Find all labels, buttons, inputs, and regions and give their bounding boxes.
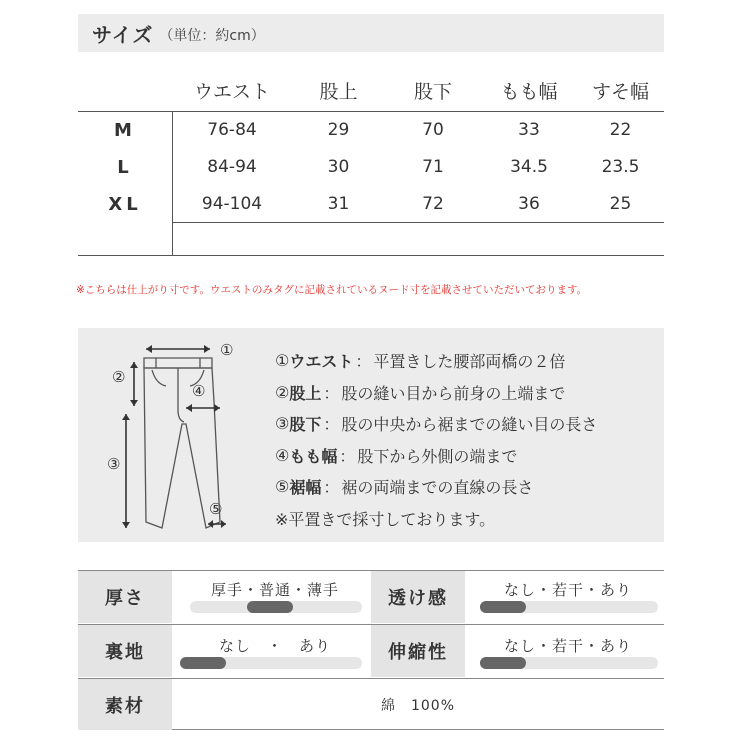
pants-diagram bbox=[104, 332, 254, 538]
measurement-number: ① bbox=[275, 351, 290, 371]
prop-label-material: 素材 bbox=[78, 679, 172, 730]
table-divider bbox=[172, 111, 173, 255]
measurement-separator: ： bbox=[323, 478, 340, 498]
prop-label-sheer: 透け感 bbox=[371, 571, 465, 623]
stretch-bar bbox=[480, 657, 658, 669]
diagram-marker-rise: ② bbox=[112, 368, 126, 386]
table-cell bbox=[577, 223, 664, 255]
measurement-separator: ： bbox=[323, 383, 340, 403]
diagram-marker-thigh: ④ bbox=[192, 382, 206, 400]
header-cell bbox=[78, 70, 172, 110]
measurement-separator: ： bbox=[355, 352, 372, 372]
measurement-desc: 股下から外側の端まで bbox=[357, 446, 518, 466]
size-header bbox=[78, 14, 664, 52]
table-cell bbox=[292, 223, 385, 255]
diagram-marker-inseam: ③ bbox=[107, 455, 121, 473]
table-row bbox=[78, 112, 664, 148]
size-unit: （単位：約cm） bbox=[159, 27, 265, 44]
header-cell-thigh: もも幅 bbox=[500, 80, 558, 103]
list-item bbox=[275, 345, 597, 377]
measurement-number: ④ bbox=[275, 445, 290, 465]
stretch-bar-fill bbox=[480, 657, 526, 669]
measurement-name: 裾幅 bbox=[289, 478, 322, 498]
prop-options-thickness: 厚手・普通・薄手 bbox=[210, 581, 339, 599]
table-cell: 33 bbox=[518, 120, 540, 140]
measurement-separator: ： bbox=[323, 415, 340, 435]
table-cell: 25 bbox=[609, 194, 632, 214]
table-divider bbox=[172, 222, 664, 223]
list-item bbox=[275, 471, 597, 503]
lining-bar-fill bbox=[180, 657, 226, 669]
table-cell bbox=[481, 223, 577, 255]
prop-options-sheer: なし・若干・あり bbox=[503, 581, 632, 599]
list-item bbox=[275, 377, 597, 409]
table-cell: 70 bbox=[422, 120, 444, 140]
row-label: L bbox=[117, 156, 133, 178]
measurement-name: もも幅 bbox=[289, 446, 338, 466]
size-title: サイズ bbox=[92, 22, 154, 47]
sheer-bar bbox=[480, 601, 658, 613]
table-cell: 76-84 bbox=[207, 120, 257, 140]
measurement-name: ウエスト bbox=[289, 352, 354, 372]
measurement-desc: 股の縫い目から前身の上端まで bbox=[341, 383, 566, 403]
header-cell-rise: 股上 bbox=[319, 80, 358, 103]
diagram-marker-waist: ① bbox=[220, 341, 234, 359]
pants-waistband bbox=[144, 358, 212, 368]
table-cell: 22 bbox=[609, 120, 632, 140]
properties-table bbox=[78, 570, 664, 730]
measurement-name: 股下 bbox=[289, 415, 322, 435]
thickness-bar bbox=[190, 601, 362, 613]
table-cell: 71 bbox=[422, 157, 444, 177]
measurement-number: ③ bbox=[275, 414, 290, 434]
list-item bbox=[275, 408, 597, 440]
table-cell: 36 bbox=[518, 194, 540, 214]
prop-options-stretch: なし・若干・あり bbox=[503, 637, 632, 655]
table-cell: 30 bbox=[327, 157, 350, 177]
prop-value-material: 綿 100% bbox=[380, 698, 456, 714]
measurement-desc: 裾の両端までの直線の長さ bbox=[341, 478, 534, 498]
table-row bbox=[78, 223, 664, 255]
row-label: M bbox=[114, 119, 136, 141]
size-table-header bbox=[78, 70, 664, 110]
header-cell-inseam: 股下 bbox=[413, 80, 452, 103]
table-cell: 31 bbox=[327, 194, 350, 214]
note-text: ※こちらは仕上がり寸です。ウエストのみタグに記載されているヌード寸を記載させていただいております。 bbox=[76, 284, 588, 296]
measurement-desc: 平置きした腰部両橋の２倍 bbox=[373, 352, 566, 372]
prop-label-stretch: 伸縮性 bbox=[371, 625, 465, 677]
table-cell: 72 bbox=[422, 194, 444, 214]
table-cell: 23.5 bbox=[601, 157, 640, 177]
diagram-marker-hem: ⑤ bbox=[209, 500, 223, 518]
measurement-name: 股上 bbox=[289, 383, 322, 403]
table-cell bbox=[385, 223, 481, 255]
header-cell-hem: すそ幅 bbox=[591, 80, 649, 103]
prop-label-lining: 裏地 bbox=[78, 625, 172, 677]
table-cell: 29 bbox=[327, 120, 350, 140]
measurement-desc: 股の中央から裾までの縫い目の長さ bbox=[341, 415, 598, 435]
list-item bbox=[275, 440, 597, 472]
prop-label-thickness: 厚さ bbox=[78, 571, 172, 623]
table-cell: 84-94 bbox=[207, 157, 257, 177]
table-divider bbox=[78, 111, 664, 112]
table-cell: 34.5 bbox=[510, 157, 548, 177]
table-row bbox=[78, 149, 664, 185]
measurement-number: ⑤ bbox=[275, 477, 290, 497]
measurement-separator: ： bbox=[339, 446, 356, 466]
table-cell: 94-104 bbox=[201, 194, 263, 214]
header-cell-waist: ウエスト bbox=[193, 80, 270, 103]
measurement-list bbox=[275, 345, 597, 534]
row-label: XL bbox=[108, 193, 142, 215]
table-cell bbox=[172, 223, 292, 255]
measurement-number: ② bbox=[275, 382, 290, 402]
table-row bbox=[78, 186, 664, 222]
prop-options-lining: なし ・ あり bbox=[218, 637, 331, 655]
lining-bar bbox=[180, 657, 362, 669]
table-divider bbox=[78, 255, 664, 256]
sheer-bar-fill bbox=[480, 601, 526, 613]
measurement-footnote: ※平置きで採寸しております。 bbox=[275, 509, 496, 529]
row-label bbox=[78, 223, 172, 255]
thickness-bar-fill bbox=[247, 601, 293, 613]
